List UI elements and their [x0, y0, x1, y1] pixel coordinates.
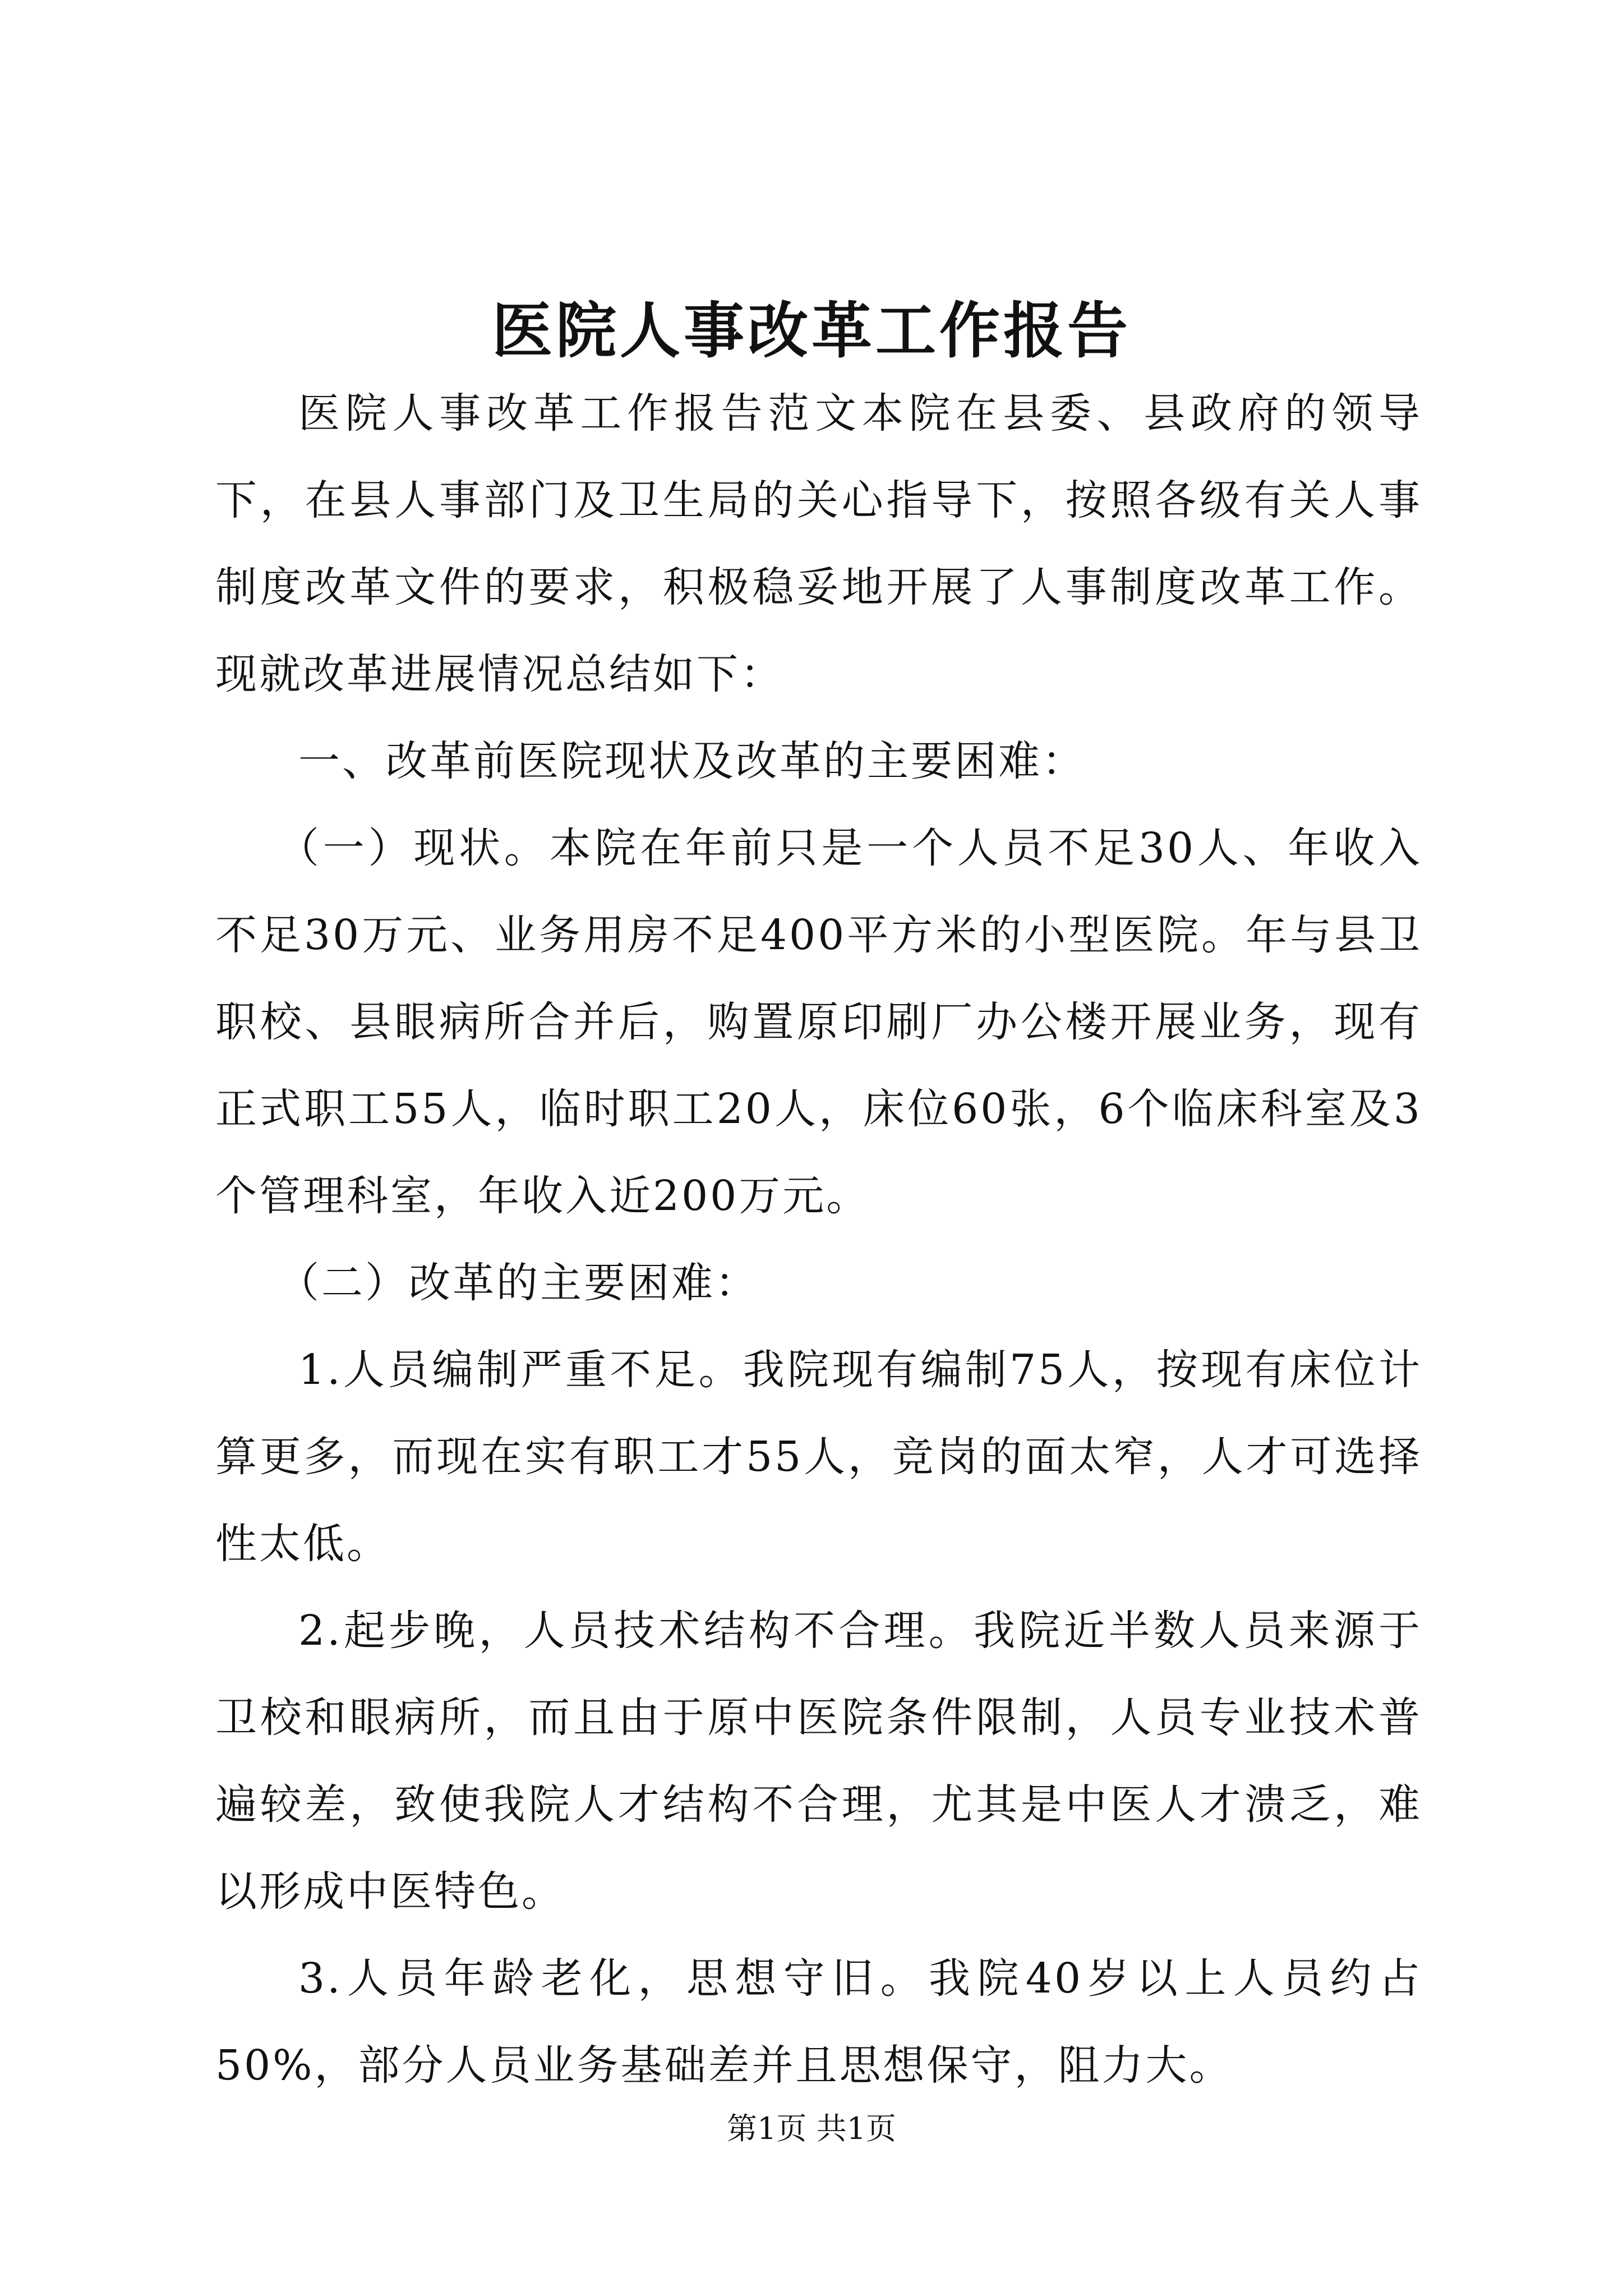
paragraph-difficulty-3: 3.人员年龄老化，思想守旧。我院40岁以上人员约占50%，部分人员业务基础差并且思想保守，阻力大。	[215, 1954, 1422, 2090]
paragraph-difficulty-1: 1.人员编制严重不足。我院现有编制75人，按现有床位计算更多，而现在实有职工才55人，竞岗的面太窄，人才可选择性太低。	[215, 1346, 1422, 1568]
document-title: 医院人事改革工作报告	[491, 296, 1131, 366]
paragraph-status: （一）现状。本院在年前只是一个人员不足30人、年收入不足30万元、业务用房不足400平方米的小型医院。年与县卫职校、县眼病所合并后，购置原印刷厂办公楼开展业务，现有正式职工55人，临时职工20人，床位60张，6个临床科室及3个管理科室，年收入近200万元。	[215, 824, 1422, 1220]
document-body	[215, 370, 1422, 2109]
paragraph-section-heading: 一、改革前医院现状及改革的主要困难：	[298, 737, 1086, 785]
paragraph-difficulty-2: 2.起步晚，人员技术结构不合理。我院近半数人员来源于卫校和眼病所，而且由于原中医院条件限制，人员专业技术普遍较差，致使我院人才结构不合理，尤其是中医人才溃乏，难以形成中医特色。	[215, 1607, 1422, 1916]
page-footer: 第1页 共1页	[727, 2111, 896, 2146]
paragraph-intro: 医院人事改革工作报告范文本院在县委、县政府的领导下，在县人事部门及卫生局的关心指导下，按照各级有关人事制度改革文件的要求，积极稳妥地开展了人事制度改革工作。现就改革进展情况总结如下：	[215, 389, 1422, 698]
paragraph-difficulties-heading: （二）改革的主要困难：	[278, 1259, 759, 1307]
